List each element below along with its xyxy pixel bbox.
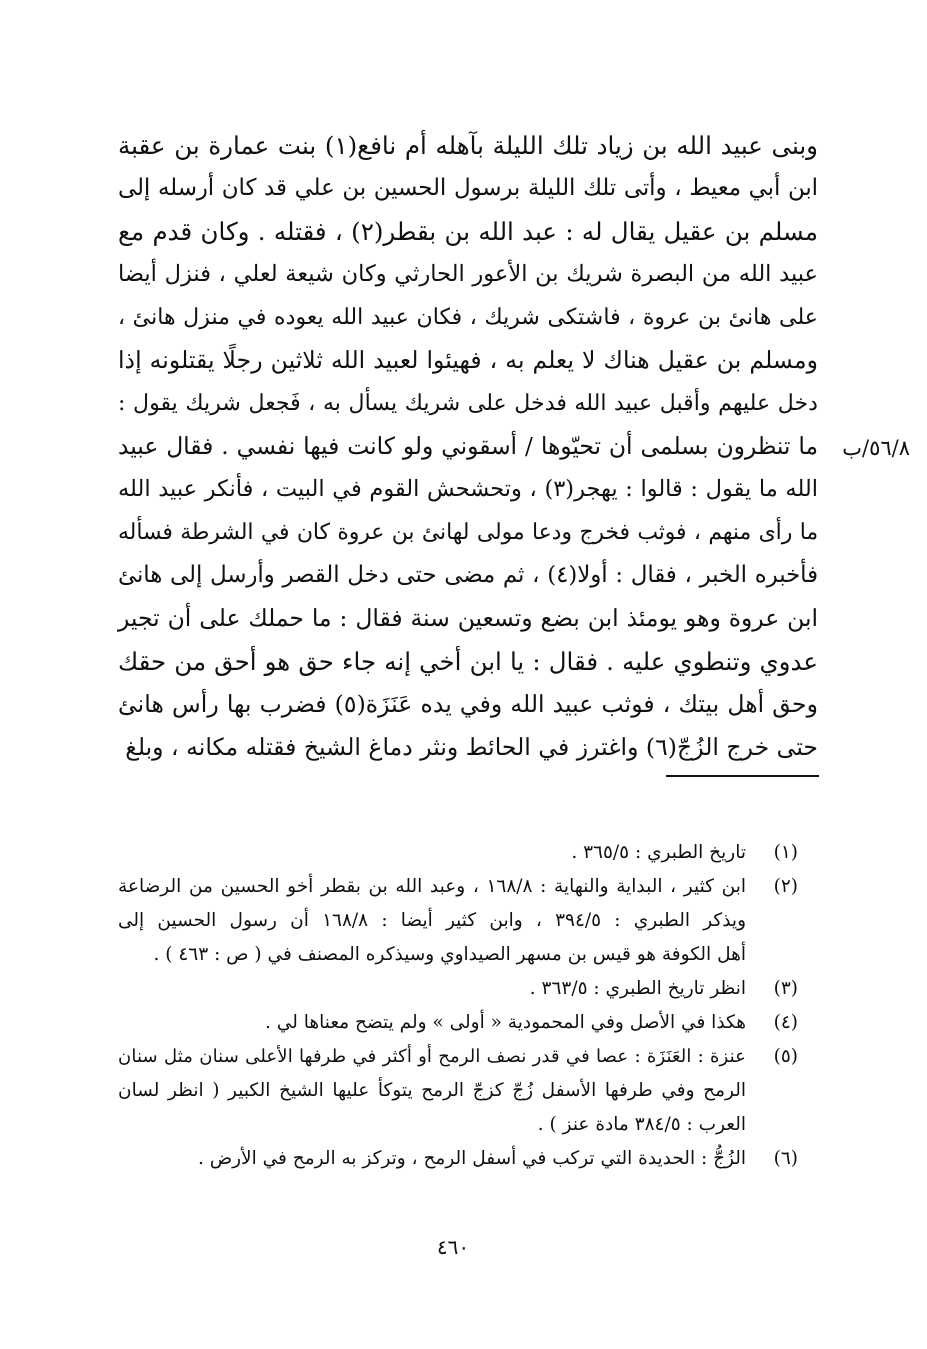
footnote-2 (118, 870, 798, 972)
footnote-6 (118, 1142, 798, 1176)
footnote-line: انظر تاريخ الطبري : ٣٦٣/٥ . (529, 978, 746, 999)
footnote-body (118, 1142, 746, 1176)
manuscript-folio-marker: ٥٦/٨/ب (842, 436, 910, 460)
footnote-line: الرمح وفي طرفها الأسفل زُجّ كزجّ الرمح يتوكأ عليها الشيخ الكبير ( انظر لسان (118, 1080, 746, 1101)
text-line: ما رأى منهم ، فوثب فخرج ودعا مولى لهانئ بن عروة كان في الشرطة فسأله (118, 520, 818, 545)
footnote-divider (666, 775, 819, 777)
main-text (118, 124, 818, 769)
footnote-line: أهل الكوفة هو قيس بن مسهر الصيداوي وسيذكره المصنف في ( ص : ٤٦٣ ) . (153, 944, 746, 965)
footnote-line: الزُجُّ : الحديدة التي تركب في أسفل الرمح ، وتركز به الرمح في الأرض . (198, 1148, 746, 1169)
footnote-1 (118, 836, 798, 870)
text-line: ابن عروة وهو يومئذ ابن بضع وتسعين سنة فقال : ما حملك على أن تجير (118, 604, 818, 632)
text-line: ما تنظرون بسلمى أن تحيّوها / أسقوني ولو كانت فيها نفسي . فقال عبيد (118, 432, 818, 460)
footnote-number: (٥) (773, 1046, 798, 1067)
text-line: ابن أبي معيط ، وأتى تلك الليلة برسول الحسين بن علي قد كان أرسله إلى (118, 175, 818, 201)
footnote-body (118, 870, 746, 972)
text-line: عدوي وتنطوي عليه . فقال : يا ابن أخي إنه جاء حق هو أحق من حقك (118, 647, 818, 676)
footnote-number: (٤) (773, 1012, 798, 1033)
footnote-number: (٦) (773, 1148, 798, 1169)
footnote-5 (118, 1040, 798, 1142)
footnote-body (118, 1006, 746, 1040)
footnotes (118, 836, 798, 1176)
footnote-body (118, 972, 746, 1006)
text-line: على هانئ بن عروة ، فاشتكى شريك ، فكان عبيد الله يعوده في منزل هانئ ، (118, 304, 818, 330)
footnote-line: العرب : ٣٨٤/٥ مادة عنز ) . (537, 1114, 746, 1135)
text-line: حتى خرج الزُجّ(٦) واغترز في الحائط ونثر دماغ الشيخ فقتله مكانه ، وبلغ (125, 733, 818, 761)
footnote-line: تاريخ الطبري : ٣٦٥/٥ . (571, 842, 746, 863)
text-line: ومسلم بن عقيل هناك لا يعلم به ، فهيئوا لعبيد الله ثلاثين رجلًا يقتلونه إذا (118, 346, 818, 374)
footnote-body (118, 1040, 746, 1142)
text-line: وبنى عبيد الله بن زياد تلك الليلة بآهله أم نافع(١) بنت عمارة بن عقبة (118, 131, 818, 160)
text-line: وحق أهل بيتك ، فوثب عبيد الله وفي يده عَنَزَة(٥) فضرب بها رأس هانئ (118, 690, 818, 718)
footnote-3 (118, 972, 798, 1006)
text-line: الله ما يقول : قالوا : يهجر(٣) ، وتحشحش القوم في البيت ، فأنكر عبيد الله (118, 476, 818, 502)
footnote-line: ابن كثير ، البداية والنهاية : ١٦٨/٨ ، وعبد الله بن بقطر أخو الحسين من الرضاعة (118, 876, 746, 897)
footnote-number: (٣) (773, 978, 798, 999)
footnote-number: (١) (773, 842, 798, 863)
footnote-number: (٢) (773, 876, 798, 897)
footnote-body (118, 836, 746, 870)
footnote-line: عنزة : العَنَزَة : عصا في قدر نصف الرمح أو أكثر في طرفها الأعلى سنان مثل سنان (118, 1046, 746, 1067)
footnote-line: ويذكر الطبري : ٣٩٤/٥ ، وابن كثير أيضا : ١٦٨/٨ أن رسول الحسين إلى (118, 910, 746, 931)
text-line: عبيد الله من البصرة شريك بن الأعور الحارثي وكان شيعة لعلي ، فنزل أيضا (118, 261, 818, 287)
page-number: ٤٦٠ (436, 1235, 470, 1259)
footnote-4 (118, 1006, 798, 1040)
text-line: دخل عليهم وأقبل عبيد الله فدخل على شريك يسأل به ، فَجعل شريك يقول : (118, 390, 818, 416)
footnote-line: هكذا في الأصل وفي المحمودية « أولى » ولم يتضح معناها لي . (265, 1012, 746, 1033)
text-line: فأخبره الخبر ، فقال : أولا(٤) ، ثم مضى حتى دخل القصر وأرسل إلى هانئ (118, 562, 818, 588)
text-line: مسلم بن عقيل يقال له : عبد الله بن بقطر(٢) ، فقتله . وكان قدم مع (118, 217, 818, 246)
